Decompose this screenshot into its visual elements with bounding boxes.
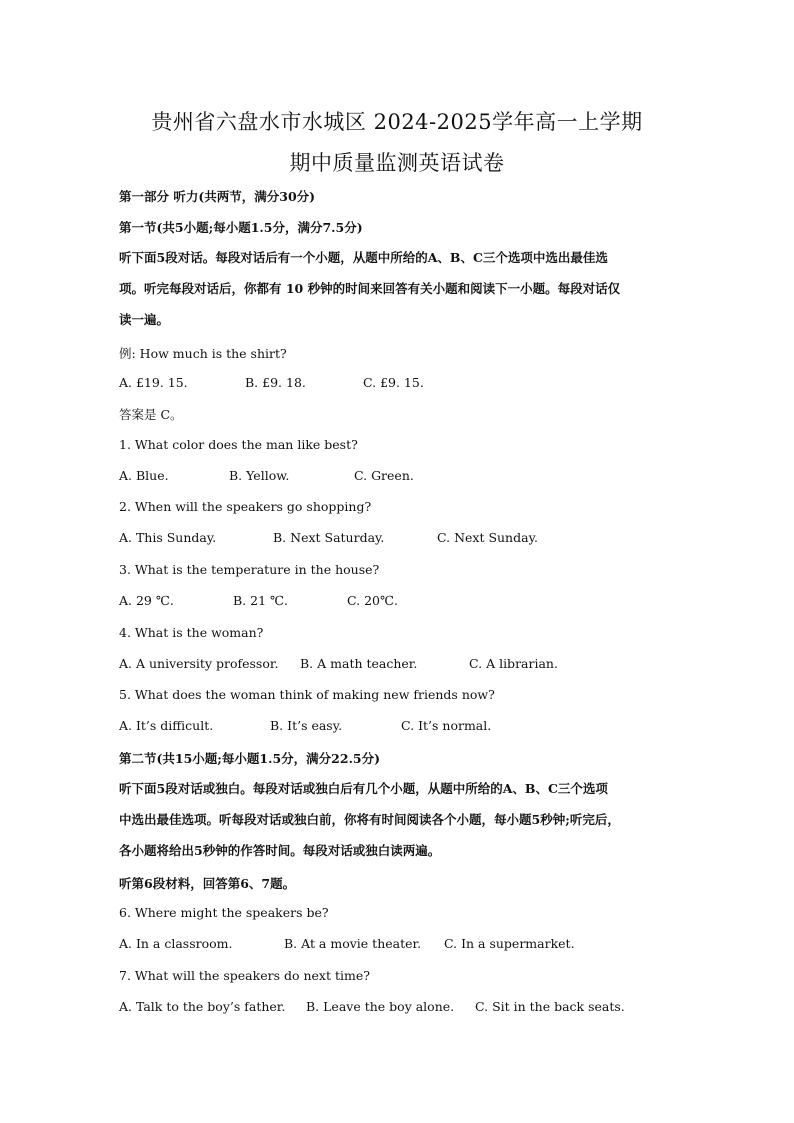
example-options	[119, 375, 739, 393]
option-c: C. 20℃.	[347, 593, 398, 608]
option-a: A. £19. 15.	[119, 375, 188, 390]
section2-instructions	[119, 780, 679, 873]
section1-heading: 第一节(共5小题;每小题1.5分，满分7.5分)	[119, 220, 363, 235]
option-b: B. Next Saturday.	[273, 530, 385, 545]
section2-heading: 第二节(共15小题;每小题1.5分，满分22.5分)	[119, 751, 381, 766]
exam-title-line1: 贵州省六盘水市水城区 2024-2025学年高一上学期	[151, 110, 643, 134]
option-b: B. £9. 18.	[245, 375, 306, 390]
option-a: A. A university professor.	[119, 656, 279, 671]
question-5: 5. What does the woman think of making new friends now?	[119, 687, 495, 702]
option-b: B. 21 ℃.	[233, 593, 288, 608]
question-6-options	[119, 936, 739, 954]
instruction-line: 项。听完每段对话后，你都有 10 秒钟的时间来回答有关小题和阅读下一小题。每段对话仅	[119, 281, 621, 296]
question-5-options	[119, 718, 739, 736]
instruction-line: 中选出最佳选项。听每段对话或独白前，你将有时间阅读各个小题，每小题5秒钟;听完后，	[119, 812, 620, 827]
example-answer: 答案是 C。	[119, 407, 183, 422]
option-a: A. This Sunday.	[119, 530, 217, 545]
example-question: 例: How much is the shirt?	[119, 346, 287, 361]
question-3: 3. What is the temperature in the house?	[119, 562, 380, 577]
question-6: 6. Where might the speakers be?	[119, 905, 329, 920]
option-c: C. It’s normal.	[401, 718, 492, 733]
option-c: C. In a supermarket.	[444, 936, 575, 951]
option-a: A. In a classroom.	[119, 936, 233, 951]
instruction-line: 各小题将给出5秒钟的作答时间。每段对话或独白读两遍。	[119, 843, 441, 858]
question-4: 4. What is the woman?	[119, 625, 264, 640]
option-c: C. Green.	[354, 468, 414, 483]
question-7: 7. What will the speakers do next time?	[119, 968, 370, 983]
option-a: A. Talk to the boy’s father.	[119, 999, 286, 1014]
question-1-options	[119, 468, 739, 486]
option-b: B. Yellow.	[229, 468, 290, 483]
question-2-options	[119, 530, 739, 548]
option-b: B. At a movie theater.	[284, 936, 422, 951]
option-c: C. £9. 15.	[363, 375, 424, 390]
option-c: C. A librarian.	[469, 656, 558, 671]
question-3-options	[119, 593, 739, 611]
question-4-options	[119, 656, 739, 674]
option-a: A. 29 ℃.	[119, 593, 174, 608]
instruction-line: 听下面5段对话。每段对话后有一个小题，从题中所给的A、B、C三个选项中选出最佳选	[119, 250, 608, 265]
question-1: 1. What color does the man like best?	[119, 437, 358, 452]
question-2: 2. When will the speakers go shopping?	[119, 499, 372, 514]
instruction-line: 读一遍。	[119, 312, 170, 327]
option-c: C. Next Sunday.	[437, 530, 538, 545]
option-b: B. A math teacher.	[300, 656, 418, 671]
question-7-options	[119, 999, 739, 1017]
option-a: A. Blue.	[119, 468, 169, 483]
exam-title-line2: 期中质量监测英语试卷	[289, 151, 505, 175]
option-b: B. Leave the boy alone.	[306, 999, 455, 1014]
option-c: C. Sit in the back seats.	[475, 999, 625, 1014]
option-b: B. It’s easy.	[270, 718, 343, 733]
part1-heading: 第一部分 听力(共两节，满分30分)	[119, 189, 316, 204]
instruction-line: 听下面5段对话或独白。每段对话或独白后有几个小题，从题中所给的A、B、C三个选项	[119, 781, 608, 796]
material6-heading: 听第6段材料，回答第6、7题。	[119, 876, 296, 891]
section1-instructions	[119, 249, 679, 342]
option-a: A. It’s difficult.	[119, 718, 214, 733]
